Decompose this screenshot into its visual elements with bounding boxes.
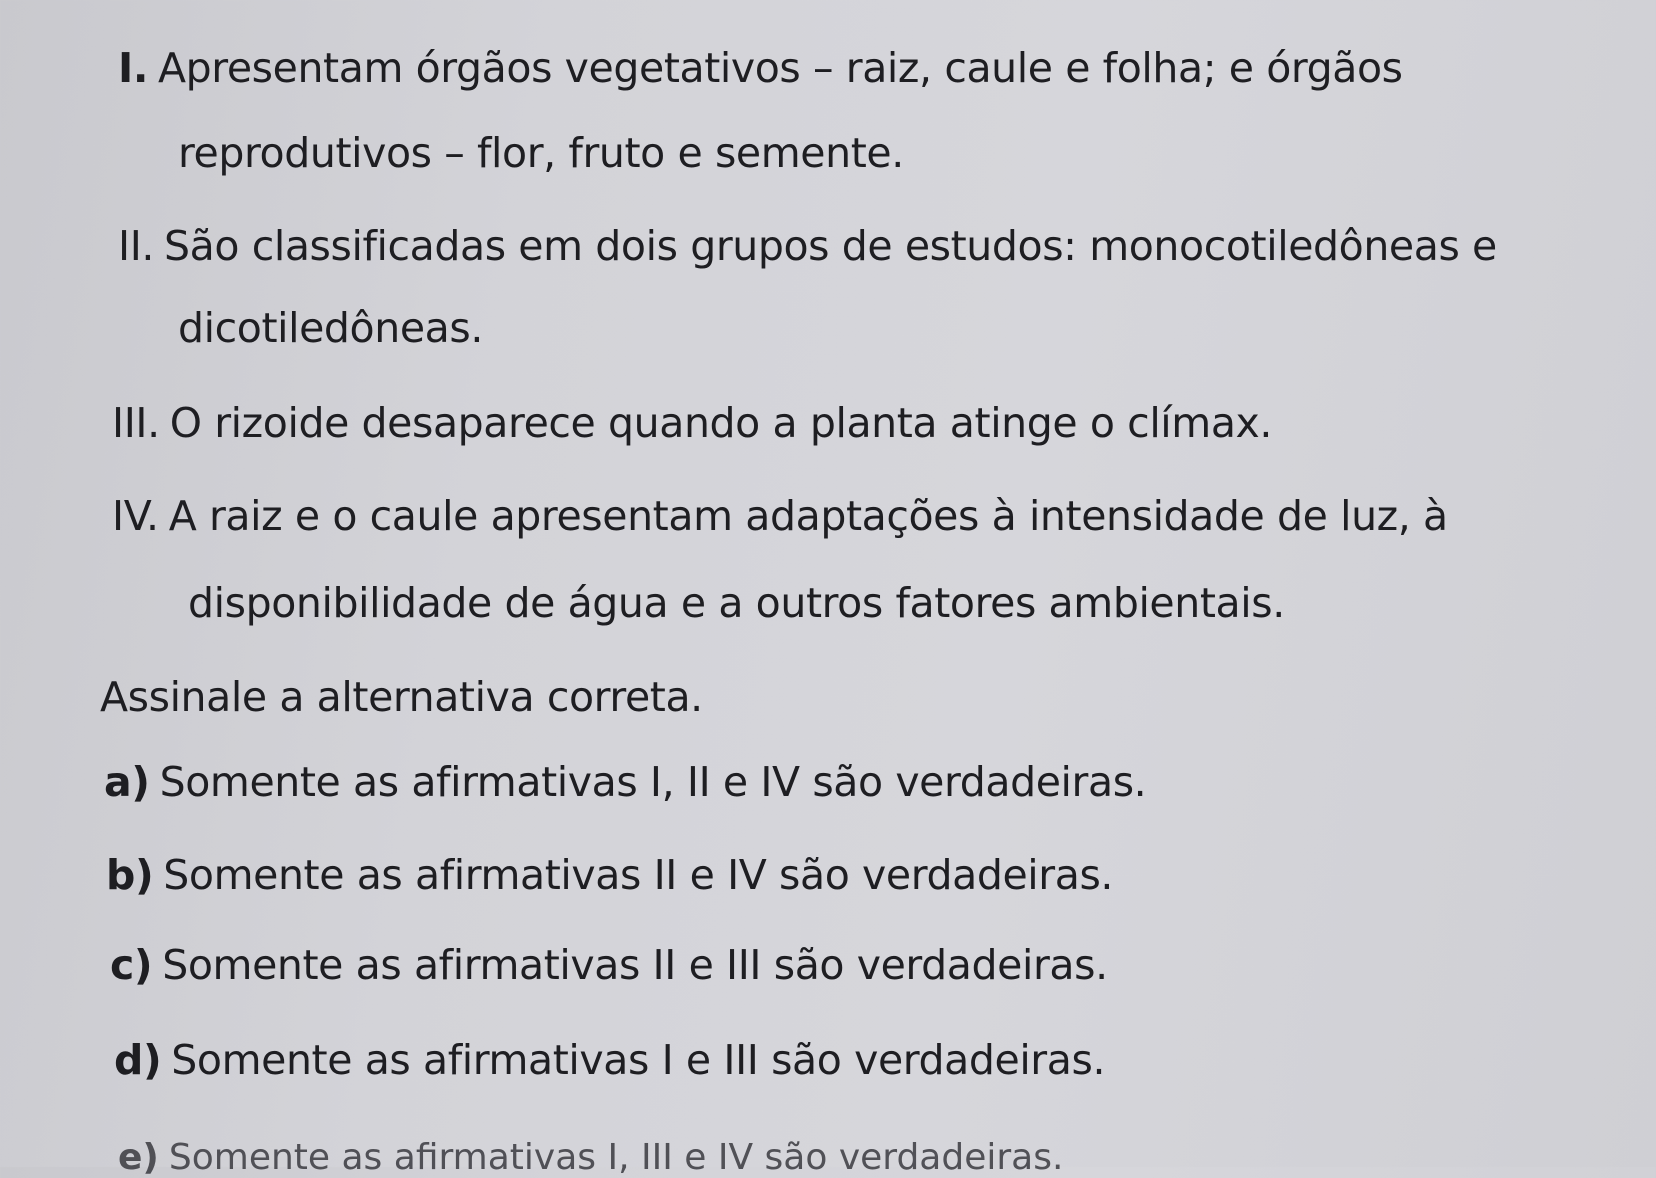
statement-ii-line-1 [118,222,1497,270]
option-marker: c) [110,941,153,989]
option-marker: d) [114,1036,162,1084]
statement-text: dicotiledôneas. [178,304,483,352]
statement-iii-line-1 [112,399,1273,447]
statement-iv-line-2 [188,579,1285,627]
option-marker: b) [106,851,154,899]
statement-text: Apresentam órgãos vegetativos – raiz, caule e folha; e órgãos [158,44,1403,92]
option-c[interactable] [110,941,1108,989]
question-instruction: Assinale a alternativa correta. [100,673,703,721]
option-b[interactable] [106,851,1114,899]
statement-marker: IV. [112,492,159,540]
statement-text: A raiz e o caule apresentam adaptações à intensidade de luz, à [168,492,1448,540]
statement-i-line-1 [118,44,1403,92]
statement-marker: III. [112,399,160,447]
option-text: Somente as afirmativas II e IV são verdadeiras. [163,851,1114,899]
statement-marker: II. [118,222,155,270]
option-text: Somente as afirmativas II e III são verdadeiras. [162,941,1108,989]
option-d[interactable] [114,1036,1106,1084]
statement-ii-line-2 [178,304,483,352]
statement-i-line-2 [178,129,904,177]
option-a[interactable] [104,758,1147,806]
option-text: Somente as afirmativas I, II e IV são verdadeiras. [159,758,1147,806]
option-text: Somente as afirmativas I e III são verdadeiras. [171,1036,1106,1084]
option-e[interactable] [118,1137,1064,1178]
statement-marker: I. [118,44,149,92]
option-marker: a) [104,758,150,806]
statement-text: O rizoide desaparece quando a planta atinge o clímax. [169,399,1273,447]
statement-text: reprodutivos – flor, fruto e semente. [178,129,904,177]
option-marker: e) [118,1137,159,1178]
statement-iv-line-1 [112,492,1448,540]
statement-text: disponibilidade de água e a outros fatores ambientais. [188,579,1285,627]
option-text: Somente as afirmativas I, III e IV são verdadeiras. [168,1137,1064,1178]
statement-text: São classificadas em dois grupos de estudos: monocotiledôneas e [164,222,1497,270]
